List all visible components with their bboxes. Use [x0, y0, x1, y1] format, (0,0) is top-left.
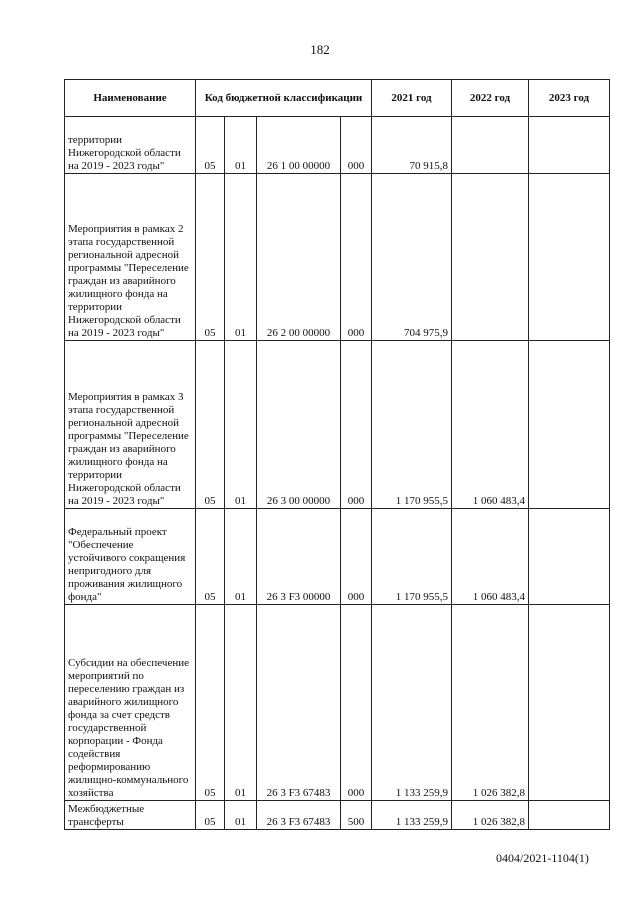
header-2023: 2023 год — [529, 80, 610, 117]
row-name: Федеральный проект "Обеспечение устойчивого сокращения непригодного для проживания жилищного фонда" — [65, 509, 196, 605]
row-subsection: 01 — [225, 117, 257, 174]
row-section: 05 — [196, 341, 225, 509]
page-number: 182 — [310, 42, 330, 57]
row-expense-type: 000 — [341, 605, 372, 801]
table-header-row — [65, 80, 610, 117]
row-amount-2021: 704 975,9 — [372, 174, 452, 341]
row-section: 05 — [196, 509, 225, 605]
row-amount-2022 — [452, 117, 529, 174]
row-section: 05 — [196, 605, 225, 801]
row-subsection: 01 — [225, 801, 257, 830]
row-section: 05 — [196, 117, 225, 174]
row-section: 05 — [196, 801, 225, 830]
document-code: 0404/2021-1104(1) — [496, 851, 589, 865]
row-target-code: 26 3 F3 00000 — [257, 509, 341, 605]
row-amount-2023 — [529, 117, 610, 174]
row-amount-2023 — [529, 605, 610, 801]
row-subsection: 01 — [225, 509, 257, 605]
header-code: Код бюджетной классификации — [196, 80, 372, 117]
row-amount-2023 — [529, 801, 610, 830]
row-amount-2021: 1 133 259,9 — [372, 801, 452, 830]
header-name: Наименование — [65, 80, 196, 117]
row-amount-2023 — [529, 174, 610, 341]
row-subsection: 01 — [225, 341, 257, 509]
row-amount-2023 — [529, 341, 610, 509]
row-expense-type: 000 — [341, 174, 372, 341]
row-amount-2022: 1 026 382,8 — [452, 801, 529, 830]
row-amount-2022 — [452, 174, 529, 341]
row-amount-2021: 1 133 259,9 — [372, 605, 452, 801]
row-name: Межбюджетные трансферты — [65, 801, 196, 830]
row-target-code: 26 1 00 00000 — [257, 117, 341, 174]
row-expense-type: 000 — [341, 509, 372, 605]
row-target-code: 26 3 F3 67483 — [257, 605, 341, 801]
row-name: Субсидии на обеспечение мероприятий по переселению граждан из аварийного жилищного фонда за счет средств государственной корпорации - Фонда содействия реформированию жилищно-коммунального хозяйства — [65, 605, 196, 801]
row-name: Мероприятия в рамках 3 этапа государственной региональной адресной программы "Переселение граждан из аварийного жилищного фонда на территории Нижегородской области на 2019 - 2023 годы" — [65, 341, 196, 509]
row-name: территории Нижегородской области на 2019 - 2023 годы" — [65, 117, 196, 174]
row-target-code: 26 2 00 00000 — [257, 174, 341, 341]
table-row — [65, 801, 610, 830]
table-row — [65, 509, 610, 605]
row-amount-2021: 1 170 955,5 — [372, 341, 452, 509]
row-amount-2023 — [529, 509, 610, 605]
row-target-code: 26 3 00 00000 — [257, 341, 341, 509]
row-amount-2022: 1 026 382,8 — [452, 605, 529, 801]
row-name: Мероприятия в рамках 2 этапа государственной региональной адресной программы "Переселение граждан из аварийного жилищного фонда на территории Нижегородской области на 2019 - 2023 годы" — [65, 174, 196, 341]
row-target-code: 26 3 F3 67483 — [257, 801, 341, 830]
row-amount-2021: 1 170 955,5 — [372, 509, 452, 605]
row-expense-type: 500 — [341, 801, 372, 830]
row-subsection: 01 — [225, 605, 257, 801]
row-amount-2022: 1 060 483,4 — [452, 341, 529, 509]
row-section: 05 — [196, 174, 225, 341]
table-row — [65, 605, 610, 801]
header-2021: 2021 год — [372, 80, 452, 117]
budget-table — [64, 79, 610, 830]
row-amount-2021: 70 915,8 — [372, 117, 452, 174]
table-row — [65, 341, 610, 509]
row-subsection: 01 — [225, 174, 257, 341]
row-expense-type: 000 — [341, 341, 372, 509]
row-expense-type: 000 — [341, 117, 372, 174]
table-row — [65, 117, 610, 174]
table-row — [65, 174, 610, 341]
row-amount-2022: 1 060 483,4 — [452, 509, 529, 605]
header-2022: 2022 год — [452, 80, 529, 117]
